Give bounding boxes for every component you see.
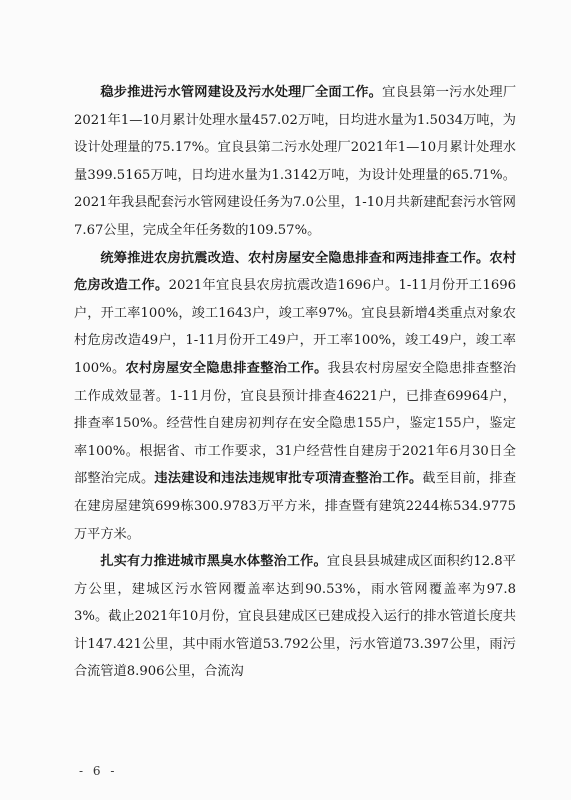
paragraph-heading: 稳步推进污水管网建设及污水处理厂全面工作。: [100, 85, 383, 100]
paragraph-text: 我县农村房屋安全隐患排查整治工作成效显著。1-11月份，宜良县预计排查46221户，已排查69964户，排查率150%。经营性自建房初判存在安全隐患155户，鉴定155户，鉴定率100%。根据省、市工作要求，31户经营性自建房于2021年6月30日全部整治完成。: [74, 360, 517, 487]
document-body: [74, 79, 516, 686]
paragraph-heading: 统筹推进农房抗震改造、农村房屋安全隐患排查和两违排查工作。: [100, 250, 490, 266]
paragraph-sewage: [74, 79, 516, 245]
page-number: - 6 -: [79, 764, 118, 778]
paragraph-text: 宜良县县城建成区面积约12.8平方公里，建城区污水管网覆盖率达到90.53%，雨水管网覆盖率为97.83%。截止2021年10月份，宜良县建成区已建成投入运行的排水管道长度共计147.421公里，其中雨水管道53.792公里，污水管道73.397公里，雨污合流管道8.906公里，合流沟: [74, 554, 516, 680]
paragraph-heading: 农村危房改造工作。: [74, 250, 517, 294]
paragraph-heading: 违法建设和违法违规审批专项清查整治工作。: [154, 471, 423, 487]
paragraph-heading: 农村房屋安全隐患排查整治工作。: [125, 360, 328, 376]
paragraph-heading: 扎实有力推进城市黑臭水体整治工作。: [100, 554, 327, 570]
paragraph-text: 宜良县第一污水处理厂2021年1—10月累计处理水量457.02万吨，日均进水量为1.5034万吨，为设计处理量的75.17%。宜良县第二污水处理厂2021年1—10月累计处理水量399.5165万吨，日均进水量为1.3142万吨，为设计处理量的65.71%。2021年我县配套污水管网建设任务为7.0公里，1-10月共新建配套污水管网7.67公里，完成全年任务数的109.57%。: [74, 85, 517, 238]
paragraph-black-odorous-water: [74, 548, 516, 686]
paragraph-rural-housing: [74, 245, 516, 549]
paragraph-text: 截至目前，排查在建房屋建筑699栋300.9783万平方米，排查暨有建筑2244栋534.9775万平方米。: [74, 471, 517, 542]
paragraph-text: 2021年宜良县农房抗震改造1696户。1-11月份开工1696户，开工率100%，竣工1643户，竣工率97%。宜良县新增4类重点对象农村危房改造49户，1-11月份开工49户，开工率100%，竣工49户，竣工率100%。: [74, 278, 517, 376]
